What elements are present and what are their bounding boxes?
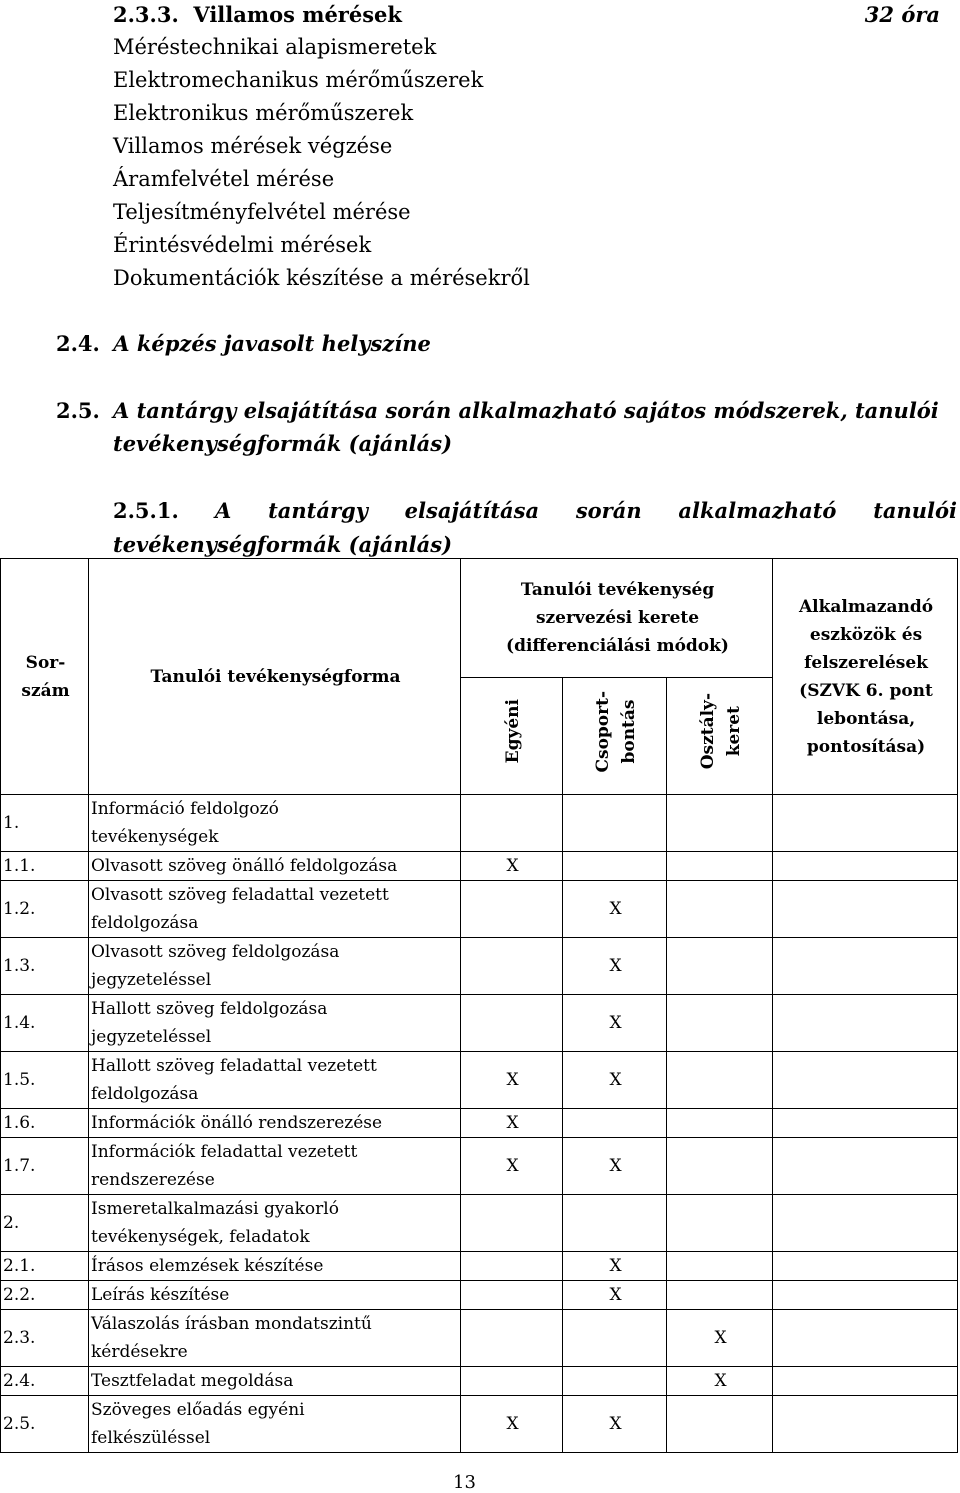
cell-osztaly xyxy=(667,995,773,1052)
header-sorszam xyxy=(1,559,89,795)
activity-line: jegyzeteléssel xyxy=(91,970,212,990)
cell-osztaly xyxy=(667,1195,773,1252)
table-row xyxy=(1,1052,958,1109)
cell-eszkozok xyxy=(773,938,958,995)
section-number: 2.4. xyxy=(56,331,100,356)
cell-egyeni xyxy=(461,995,563,1052)
header-line: (differenciálási módok) xyxy=(506,636,729,656)
cell-csoport: X xyxy=(563,1138,667,1195)
section-title: A képzés javasolt helyszíne xyxy=(113,331,431,356)
table-row xyxy=(1,852,958,881)
row-number: 2.2. xyxy=(1,1281,89,1310)
cell-egyeni xyxy=(461,1252,563,1281)
row-activity xyxy=(89,995,461,1052)
section-2-3-3-heading xyxy=(113,2,402,27)
cell-osztaly xyxy=(667,1138,773,1195)
row-activity xyxy=(89,1367,461,1396)
section-2-5-title xyxy=(113,398,957,456)
cell-osztaly xyxy=(667,1252,773,1281)
cell-csoport: X xyxy=(563,1396,667,1453)
table-row xyxy=(1,881,958,938)
cell-osztaly xyxy=(667,1109,773,1138)
cell-osztaly xyxy=(667,938,773,995)
cell-eszkozok xyxy=(773,1310,958,1367)
cell-egyeni: X xyxy=(461,1138,563,1195)
activity-line: kérdésekre xyxy=(91,1342,188,1362)
cell-csoport xyxy=(563,1310,667,1367)
header-line: eszközök és xyxy=(809,624,923,645)
row-number: 1.4. xyxy=(1,995,89,1052)
section-2-5-1-title xyxy=(215,498,957,523)
row-number: 2.3. xyxy=(1,1310,89,1367)
cell-eszkozok xyxy=(773,1109,958,1138)
row-activity xyxy=(89,1195,461,1252)
cell-eszkozok xyxy=(773,852,958,881)
activity-line: rendszerezése xyxy=(91,1170,215,1190)
cell-egyeni xyxy=(461,938,563,995)
activity-line: jegyzeteléssel xyxy=(91,1027,212,1047)
cell-eszkozok xyxy=(773,1195,958,1252)
activity-line: Ismeretalkalmazási gyakorló xyxy=(91,1199,339,1219)
page-number: 13 xyxy=(453,1472,476,1493)
header-line: szám xyxy=(21,680,70,701)
activity-line: Szöveges előadás egyéni xyxy=(91,1400,305,1420)
activity-table xyxy=(0,558,958,1453)
cell-csoport xyxy=(563,1195,667,1252)
cell-eszkozok xyxy=(773,795,958,852)
row-activity xyxy=(89,1138,461,1195)
table-row xyxy=(1,1195,958,1252)
cell-csoport: X xyxy=(563,938,667,995)
activity-line: feldolgozása xyxy=(91,913,199,933)
title-line-2: tevékenységformák (ajánlás) xyxy=(113,431,453,456)
topic-item: Villamos mérések végzése xyxy=(113,134,393,158)
cell-osztaly: X xyxy=(667,1367,773,1396)
row-activity xyxy=(89,1281,461,1310)
header-line: felszerelések xyxy=(804,652,928,673)
header-line: (SZVK 6. pont xyxy=(799,680,933,701)
header-line: Alkalmazandó xyxy=(798,596,934,617)
title-text: A tantárgy elsajátítása során alkalmazható sajátos módszerek, tanulói xyxy=(113,398,939,423)
activity-line: Olvasott szöveg feldolgozása xyxy=(91,942,340,962)
header-line: szervezési kerete xyxy=(535,608,700,628)
cell-osztaly xyxy=(667,1052,773,1109)
title-line-1: A tantárgy elsajátítása során alkalmazható tanulói xyxy=(215,498,957,523)
row-number: 1.3. xyxy=(1,938,89,995)
section-number: 2.3.3. xyxy=(113,2,179,27)
row-activity xyxy=(89,1052,461,1109)
cell-egyeni: X xyxy=(461,1109,563,1138)
header-line: keret xyxy=(723,706,744,757)
topic-item: Elektronikus mérőműszerek xyxy=(113,101,414,125)
cell-egyeni: X xyxy=(461,1052,563,1109)
activity-line: Írásos elemzések készítése xyxy=(91,1256,324,1276)
cell-egyeni xyxy=(461,1195,563,1252)
activity-line: felkészüléssel xyxy=(91,1428,211,1448)
row-number: 2.1. xyxy=(1,1252,89,1281)
table-row xyxy=(1,1396,958,1453)
cell-osztaly xyxy=(667,1396,773,1453)
cell-eszkozok xyxy=(773,1281,958,1310)
table-row xyxy=(1,1252,958,1281)
cell-osztaly xyxy=(667,1281,773,1310)
table-row xyxy=(1,1310,958,1367)
cell-csoport xyxy=(563,1109,667,1138)
cell-egyeni xyxy=(461,795,563,852)
row-activity xyxy=(89,1396,461,1453)
activity-line: Olvasott szöveg feladattal vezetett xyxy=(91,885,389,905)
row-number: 2. xyxy=(1,1195,89,1252)
table-body xyxy=(1,795,958,1453)
activity-line: Információ feldolgozó xyxy=(91,799,279,819)
cell-eszkozok xyxy=(773,1138,958,1195)
topic-item: Méréstechnikai alapismeretek xyxy=(113,35,437,59)
activity-line: tevékenységek, feladatok xyxy=(91,1227,310,1247)
cell-egyeni xyxy=(461,1310,563,1367)
row-number: 1.7. xyxy=(1,1138,89,1195)
cell-eszkozok xyxy=(773,1252,958,1281)
section-2-5-1-number: 2.5.1. xyxy=(113,498,179,523)
cell-csoport: X xyxy=(563,881,667,938)
row-activity xyxy=(89,1109,461,1138)
table-row xyxy=(1,1109,958,1138)
header-forma: Tanulói tevékenységforma xyxy=(89,559,461,795)
cell-eszkozok xyxy=(773,881,958,938)
section-2-5-number: 2.5. xyxy=(56,398,100,423)
row-number: 1.1. xyxy=(1,852,89,881)
section-hours: 32 óra xyxy=(864,2,940,27)
cell-csoport: X xyxy=(563,995,667,1052)
title-line-1 xyxy=(113,398,957,423)
table-header-row xyxy=(1,559,958,678)
topic-list xyxy=(113,31,530,295)
activity-line: feldolgozása xyxy=(91,1084,199,1104)
row-number: 2.4. xyxy=(1,1367,89,1396)
cell-egyeni: X xyxy=(461,852,563,881)
topic-item: Áramfelvétel mérése xyxy=(113,167,335,191)
activity-line: Válaszolás írásban mondatszintű xyxy=(91,1314,372,1334)
table-row xyxy=(1,795,958,852)
header-line: Tanulói tevékenység xyxy=(520,580,715,600)
table-row xyxy=(1,1367,958,1396)
activity-line: Hallott szöveg feldolgozása xyxy=(91,999,328,1019)
row-activity xyxy=(89,881,461,938)
table-row xyxy=(1,1138,958,1195)
cell-csoport xyxy=(563,1367,667,1396)
cell-egyeni xyxy=(461,1367,563,1396)
cell-csoport: X xyxy=(563,1052,667,1109)
cell-osztaly xyxy=(667,795,773,852)
cell-csoport xyxy=(563,795,667,852)
cell-osztaly xyxy=(667,852,773,881)
topic-item: Érintésvédelmi mérések xyxy=(113,233,372,257)
header-line: Osztály- xyxy=(697,693,718,770)
activity-line: Leírás készítése xyxy=(91,1285,230,1305)
header-csoport xyxy=(563,678,667,795)
header-eszkozok xyxy=(773,559,958,795)
table-row xyxy=(1,995,958,1052)
topic-item: Teljesítményfelvétel mérése xyxy=(113,200,411,224)
activity-line: Tesztfeladat megoldása xyxy=(91,1371,294,1391)
header-line: Sor- xyxy=(25,652,66,673)
row-activity xyxy=(89,1252,461,1281)
row-number: 1.5. xyxy=(1,1052,89,1109)
topic-item: Elektromechanikus mérőműszerek xyxy=(113,68,484,92)
cell-osztaly: X xyxy=(667,1310,773,1367)
cell-eszkozok xyxy=(773,1367,958,1396)
header-vertical-text xyxy=(695,693,747,769)
header-line: bontás xyxy=(618,699,639,764)
header-egyeni xyxy=(461,678,563,795)
activity-line: Információk önálló rendszerezése xyxy=(91,1113,383,1133)
header-line: Csoport- xyxy=(592,690,613,773)
section-2-5-1-title-line-2: tevékenységformák (ajánlás) xyxy=(113,532,453,557)
cell-eszkozok xyxy=(773,1052,958,1109)
header-keret xyxy=(461,559,773,678)
header-vertical-text xyxy=(590,691,642,773)
cell-egyeni xyxy=(461,881,563,938)
table-row xyxy=(1,938,958,995)
cell-egyeni: X xyxy=(461,1396,563,1453)
section-title: Villamos mérések xyxy=(193,2,402,27)
row-number: 1. xyxy=(1,795,89,852)
cell-eszkozok xyxy=(773,995,958,1052)
row-number: 1.6. xyxy=(1,1109,89,1138)
section-2-4-heading xyxy=(56,331,431,356)
row-activity xyxy=(89,1310,461,1367)
row-number: 1.2. xyxy=(1,881,89,938)
topic-item: Dokumentációk készítése a mérésekről xyxy=(113,266,530,290)
header-vertical-text: Egyéni xyxy=(502,699,523,764)
activity-line: Olvasott szöveg önálló feldolgozása xyxy=(91,856,398,876)
row-activity xyxy=(89,852,461,881)
activity-line: Információk feladattal vezetett xyxy=(91,1142,358,1162)
header-line: pontosítása) xyxy=(806,736,926,757)
row-activity xyxy=(89,795,461,852)
cell-csoport: X xyxy=(563,1252,667,1281)
cell-eszkozok xyxy=(773,1396,958,1453)
cell-csoport xyxy=(563,852,667,881)
activity-line: tevékenységek xyxy=(91,827,219,847)
cell-osztaly xyxy=(667,881,773,938)
cell-egyeni xyxy=(461,1281,563,1310)
header-line: lebontása, xyxy=(816,708,916,729)
header-osztaly xyxy=(667,678,773,795)
cell-csoport: X xyxy=(563,1281,667,1310)
table-row xyxy=(1,1281,958,1310)
row-activity xyxy=(89,938,461,995)
row-number: 2.5. xyxy=(1,1396,89,1453)
activity-line: Hallott szöveg feladattal vezetett xyxy=(91,1056,377,1076)
